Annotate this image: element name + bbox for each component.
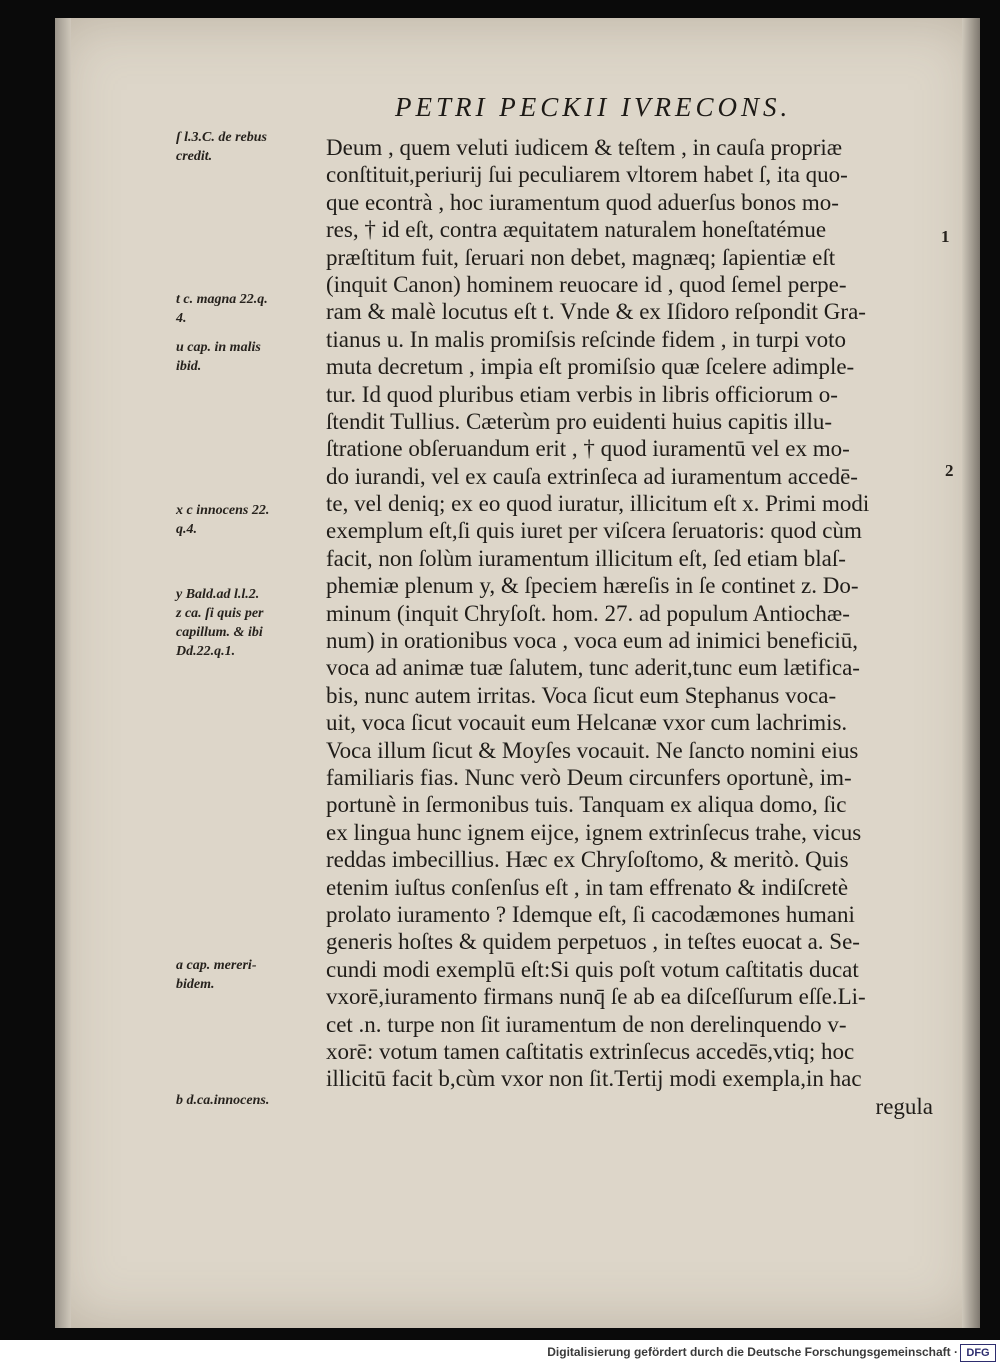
- text-line: ſtratione obſeruandum erit , † quod iuramentū vel ex mo-: [326, 436, 850, 462]
- text-line: ex lingua hunc ignem eijce, ignem extrinſecus trahe, vicus: [326, 819, 862, 845]
- text-line: minum (inquit Chryſoſt. hom. 27. ad populum Antiochæ-: [326, 600, 850, 626]
- footer-bar: [0, 1340, 1000, 1365]
- text-line: te, vel deniq; ex eo quod iuratur, illicitum eſt x. Primi modi: [326, 491, 870, 517]
- text-line: cet .n. turpe non ſit iuramentum de non derelinquendo v-: [326, 1011, 847, 1037]
- dfg-logo: DFG: [960, 1344, 996, 1362]
- page-edge: [962, 18, 980, 1328]
- margin-note: a cap. mereri- bidem.: [176, 958, 257, 992]
- text-line: illicitū facit b,cùm vxor non ſit.Tertij modi exempla,in hac: [326, 1066, 862, 1092]
- text-line: reddas imbecillius. Hæc ex Chryſoſtomo, & meritò. Quis: [326, 847, 849, 873]
- main-text-block: [326, 134, 951, 1120]
- margin-note: ſ l.3.C. de rebus credit.: [176, 130, 267, 164]
- text-line: bis, nunc autem irritas. Voca ſicut eum Stephanus voca-: [326, 682, 837, 708]
- paragraph-number: 1: [941, 227, 950, 246]
- text-line: portunè in ſermonibus tuis. Tanquam ex aliqua domo, ſic: [326, 792, 847, 818]
- text-line: præſtitum fuit, ſeruari non debet, magnæq; ſapientiæ eſt: [326, 244, 836, 270]
- catchword: regula: [875, 1093, 933, 1119]
- text-line: que econtrà , hoc iuramentum quod aduerſus bonos mo-: [326, 189, 839, 215]
- paragraph-number: 2: [945, 461, 954, 480]
- text-line: do iurandi, vel ex cauſa extrinſeca ad iuramentum accedē-: [326, 463, 858, 489]
- text-line: tur. Id quod pluribus etiam verbis in libris officiorum o-: [326, 381, 838, 407]
- funding-credit: Digitalisierung gefördert durch die Deutsche Forschungsgemeinschaft ·: [547, 1345, 958, 1359]
- text-line: facit, non ſolùm iuramentum illicitum eſt, ſed etiam blaſ-: [326, 545, 846, 571]
- text-line: num) in orationibus voca , voca eum ad inimici beneficiū,: [326, 628, 859, 654]
- margin-note: b d.ca.innocens.: [176, 1093, 270, 1108]
- text-line: cundi modi exemplū eſt:Si quis poſt votum caſtitatis ducat: [326, 956, 859, 982]
- text-line: prolato iuramento ? Idemque eſt, ſi cacodæmones humani: [326, 901, 855, 927]
- text-line: tianus u. In malis promiſsis reſcinde fidem , in turpi voto: [326, 326, 846, 352]
- text-line: phemiæ plenum y, & ſpeciem hæreſis in ſe continet z. Do-: [326, 573, 859, 599]
- text-line: xorē: votum tamen caſtitatis extrinſecus accedēs,vtiq; hoc: [326, 1038, 855, 1064]
- text-line: conſtituit,periurij ſui peculiarem vltorem habet ſ, ita quo-: [326, 162, 848, 188]
- margin-note: y Bald.ad l.l.2. z ca. ſi quis per capillum. & ibi Dd.22.q.1.: [176, 587, 264, 659]
- margin-note: t c. magna 22.q. 4.: [176, 292, 268, 326]
- text-line: etenim iuſtus conſenſus eſt , in tam effrenato & indiſcretè: [326, 874, 849, 900]
- text-line: Voca illum ſicut & Moyſes vocauit. Ne ſancto nomini eius: [326, 737, 859, 763]
- text-line: ſtendit Tullius. Cæterùm pro euidenti huius capitis illu-: [326, 408, 832, 434]
- text-line: vxorē,iuramento firmans nunq̄ ſe ab ea diſceſſurum eſſe.Li-: [326, 984, 866, 1010]
- text-line: generis hoſtes & quidem perpetuos , in teſtes euocat a. Se-: [326, 929, 860, 955]
- page-gutter-shadow: [55, 18, 71, 1328]
- running-head: PETRI PECKII IVRECONS.: [395, 92, 792, 122]
- margin-note: u cap. in malis ibid.: [176, 340, 261, 374]
- margin-note: x c innocens 22. q.4.: [176, 503, 270, 537]
- text-line: exemplum eſt,ſi quis iuret per viſcera ſeruatoris: quod cùm: [326, 518, 862, 544]
- text-line: muta decretum , impia eſt promiſsio quæ ſcelere adimple-: [326, 354, 855, 380]
- text-line: (inquit Canon) hominem reuocare id , quod ſemel perpe-: [326, 271, 847, 297]
- text-line: voca ad animæ tuæ ſalutem, tunc aderit,tunc eum lætifica-: [326, 655, 860, 681]
- text-line: Deum , quem veluti iudicem & teſtem , in cauſa propriæ: [326, 135, 843, 160]
- text-line: res, † id eſt, contra æquitatem naturalem honeſtatémue: [326, 217, 827, 243]
- text-line: ram & malè locutus eſt t. Vnde & ex Iſidoro reſpondit Gra-: [326, 299, 866, 325]
- text-line: uit, voca ſicut vocauit eum Helcanæ vxor cum lachrimis.: [326, 710, 848, 736]
- text-line: familiaris fias. Nunc verò Deum circunfers oportunè, im-: [326, 764, 852, 790]
